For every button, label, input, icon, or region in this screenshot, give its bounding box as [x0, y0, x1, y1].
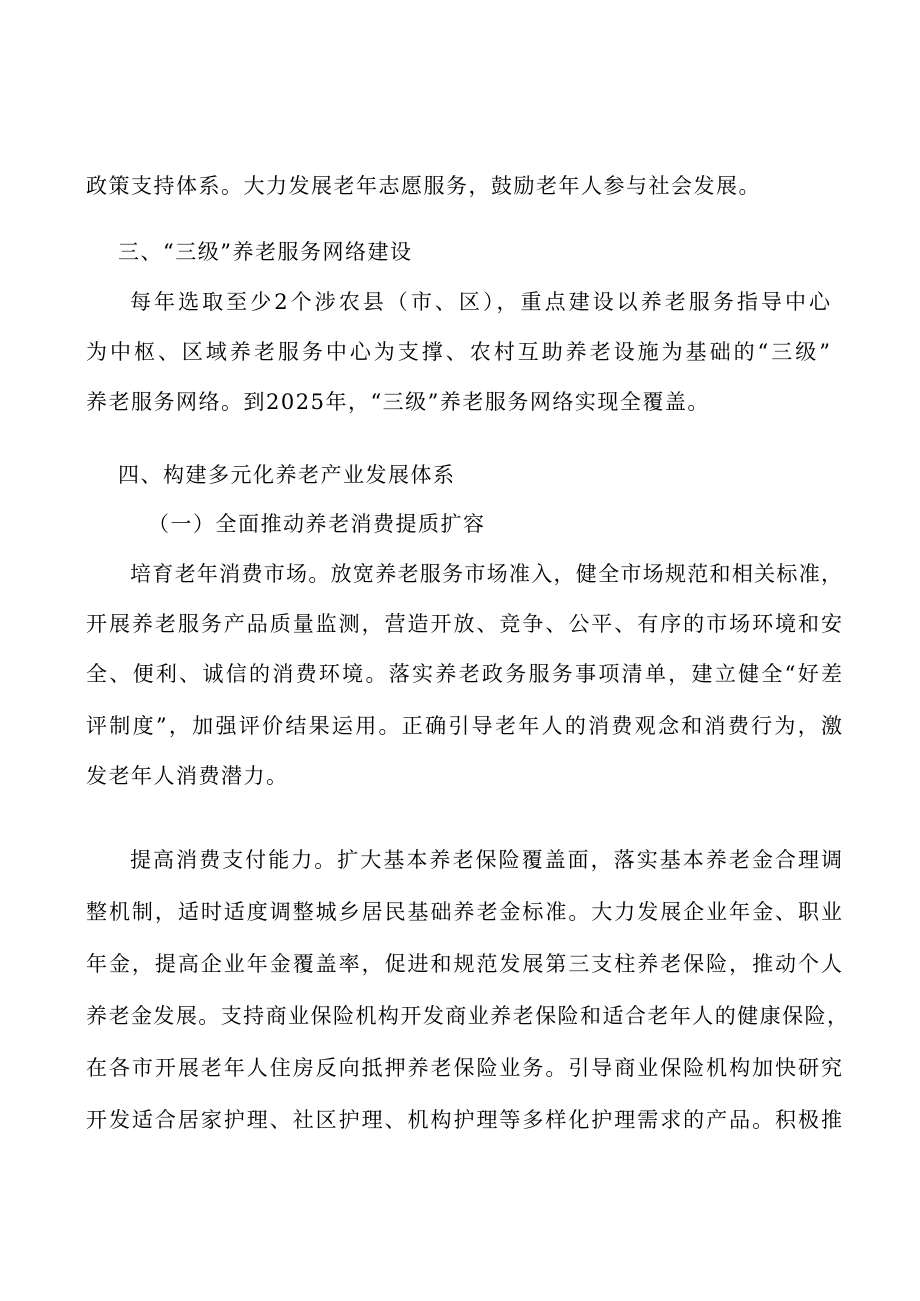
- paragraph-line: 在各市开展老年人住房反向抵押养老保险业务。引导商业保险机构加快研究: [86, 1056, 842, 1080]
- subsection-heading-1: （一）全面推动养老消费提质扩容: [148, 512, 486, 536]
- paragraph-line: 评制度”，加强评价结果运用。正确引导老年人的消费观念和消费行为，激: [86, 714, 842, 738]
- paragraph-line: 整机制，适时适度调整城乡居民基础养老金标准。大力发展企业年金、职业: [86, 900, 842, 924]
- paragraph-line: 开发适合居家护理、社区护理、机构护理等多样化护理需求的产品。积极推: [86, 1108, 842, 1132]
- section-heading-4: 四、构建多元化养老产业发展体系: [118, 463, 456, 487]
- paragraph-line: 发老年人消费潜力。: [86, 764, 289, 788]
- paragraph-line: 开展养老服务产品质量监测，营造开放、竞争、公平、有序的市场环境和安: [86, 612, 842, 636]
- paragraph-line: 年金，提高企业年金覆盖率，促进和规范发展第三支柱养老保险，推动个人: [86, 952, 842, 976]
- paragraph-line: 为中枢、区域养老服务中心为支撑、农村互助养老设施为基础的“三级”: [86, 340, 830, 364]
- text-line-policy-support: 政策支持体系。大力发展老年志愿服务，鼓励老年人参与社会发展。: [86, 174, 761, 198]
- paragraph-line: 每年选取至少2个涉农县（市、区），重点建设以养老服务指导中心: [130, 290, 830, 314]
- paragraph-line: 养老服务网络。到2025年，“三级”养老服务网络实现全覆盖。: [86, 390, 710, 414]
- paragraph-line: 提高消费支付能力。扩大基本养老保险覆盖面，落实基本养老金合理调: [130, 848, 842, 872]
- paragraph-line: 养老金发展。支持商业保险机构开发商业养老保险和适合老年人的健康保险，: [86, 1004, 848, 1028]
- paragraph-line: 全、便利、诚信的消费环境。落实养老政务服务事项清单，建立健全“好差: [86, 662, 842, 686]
- paragraph-line: 培育老年消费市场。放宽养老服务市场准入，健全市场规范和相关标准，: [130, 562, 842, 586]
- section-heading-3: 三、“三级”养老服务网络建设: [118, 240, 413, 264]
